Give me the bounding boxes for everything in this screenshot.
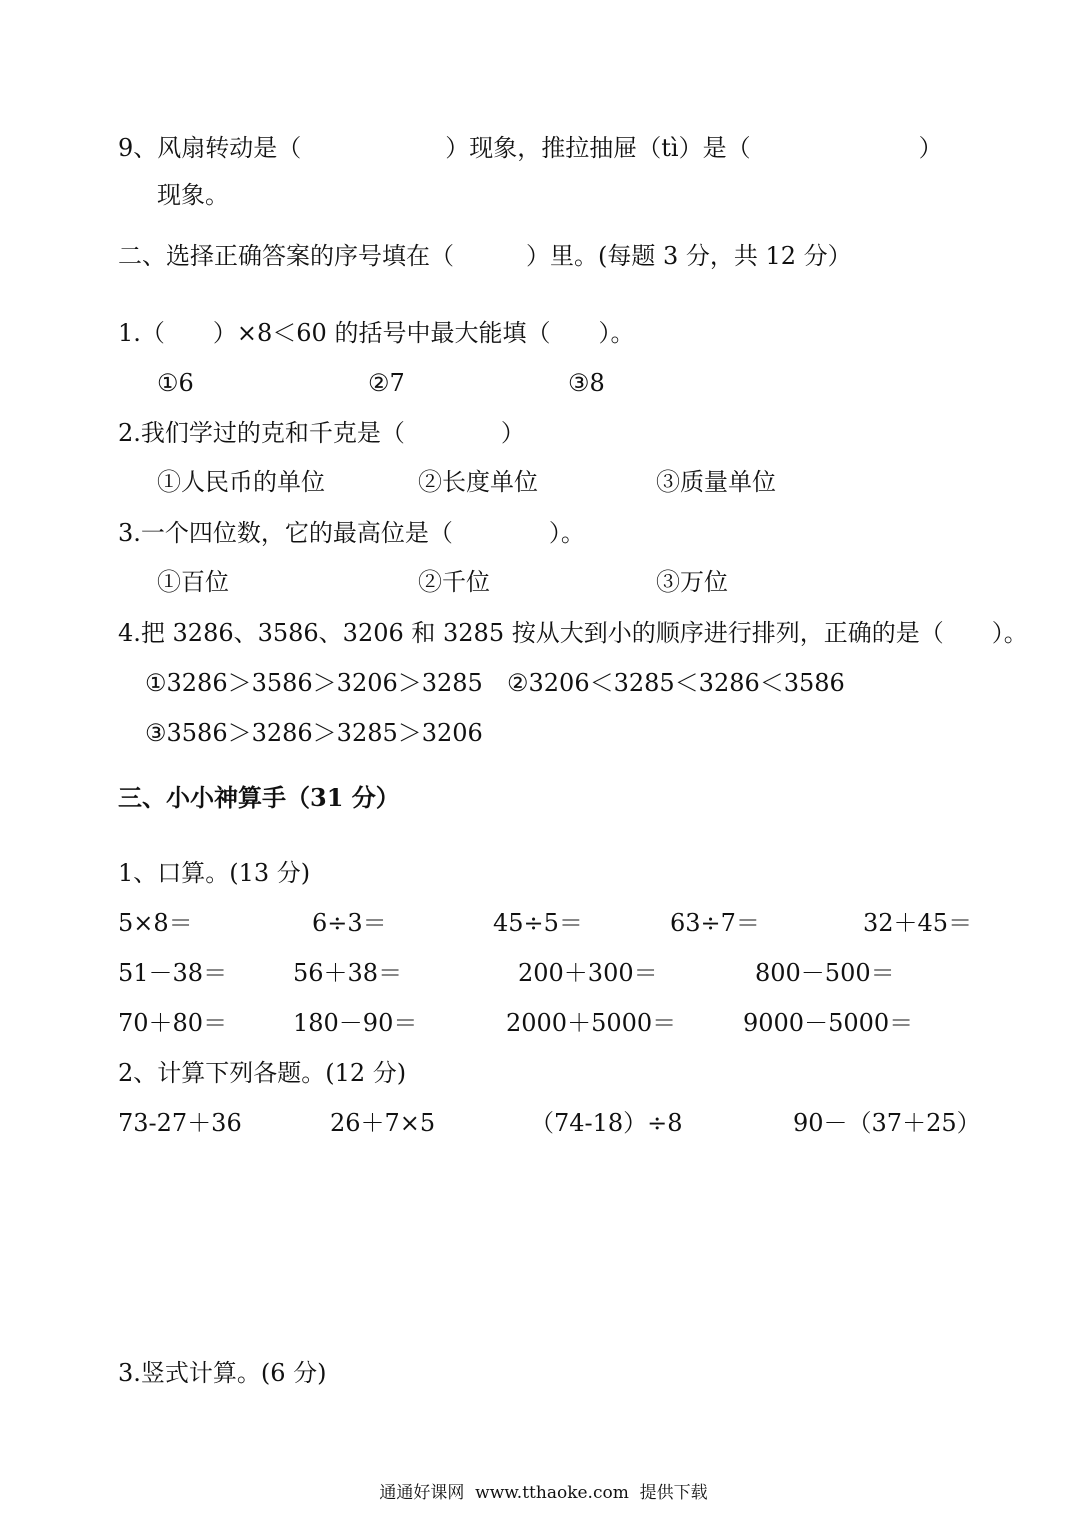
oral-item: 56＋38＝: [293, 959, 403, 987]
vertical-calc-title: 3.竖式计算。(6 分): [118, 1359, 327, 1387]
question-4-option-1: ①3286＞3586＞3206＞3285: [145, 669, 483, 697]
oral-item: 800－500＝: [755, 959, 895, 987]
question-2-option-3: ③质量单位: [656, 468, 776, 496]
q9-line-2: 现象。: [157, 181, 229, 209]
calc-item: （74-18）÷8: [530, 1109, 683, 1137]
oral-item: 70＋80＝: [118, 1009, 228, 1037]
oral-item: 9000－5000＝: [743, 1009, 914, 1037]
section-2-heading: 二、选择正确答案的序号填在（ ）里。(每题 3 分，共 12 分）: [118, 242, 852, 270]
question-1-option-1: ①6: [157, 369, 194, 397]
question-1-option-2: ②7: [368, 369, 405, 397]
question-3-option-3: ③万位: [656, 568, 728, 596]
oral-item: 6÷3＝: [312, 909, 387, 937]
calc-item: 26＋7×5: [330, 1109, 436, 1137]
question-2-option-1: ①人民币的单位: [157, 468, 325, 496]
oral-item: 32＋45＝: [863, 909, 973, 937]
oral-item: 63÷7＝: [670, 909, 760, 937]
oral-item: 5×8＝: [118, 909, 193, 937]
oral-item: 180－90＝: [293, 1009, 418, 1037]
question-2-option-2: ②长度单位: [418, 468, 538, 496]
calc-item: 90－（37＋25）: [793, 1109, 981, 1137]
oral-item: 200＋300＝: [518, 959, 658, 987]
footer-credit: 通通好课网 www.tthaoke.com 提供下载: [379, 1483, 708, 1503]
question-2-stem: 2.我们学过的克和千克是（ ）: [118, 419, 525, 447]
section-3-heading: 三、小小神算手（31 分）: [118, 783, 400, 812]
q9-line-1: 9、风扇转动是（ ）现象，推拉抽屉（tì）是（ ）: [118, 134, 943, 162]
oral-item: 51－38＝: [118, 959, 228, 987]
question-1-stem: 1.（ ）×8＜60 的括号中最大能填（ ）。: [118, 319, 635, 347]
question-1-option-3: ③8: [568, 369, 605, 397]
question-3-stem: 3.一个四位数，它的最高位是（ ）。: [118, 519, 585, 547]
question-3-option-2: ②千位: [418, 568, 490, 596]
oral-item: 2000＋5000＝: [506, 1009, 677, 1037]
calc-item: 73-27＋36: [118, 1109, 242, 1137]
question-4-option-2: ②3206＜3285＜3286＜3586: [507, 669, 845, 697]
question-3-option-1: ①百位: [157, 568, 229, 596]
question-4-option-3: ③3586＞3286＞3285＞3206: [145, 719, 483, 747]
question-4-stem: 4.把 3286、3586、3206 和 3285 按从大到小的顺序进行排列，正确的是（ ）。: [118, 619, 1028, 647]
oral-item: 45÷5＝: [493, 909, 583, 937]
calc-title: 2、计算下列各题。(12 分): [118, 1059, 407, 1087]
oral-calc-title: 1、口算。(13 分): [118, 859, 311, 887]
